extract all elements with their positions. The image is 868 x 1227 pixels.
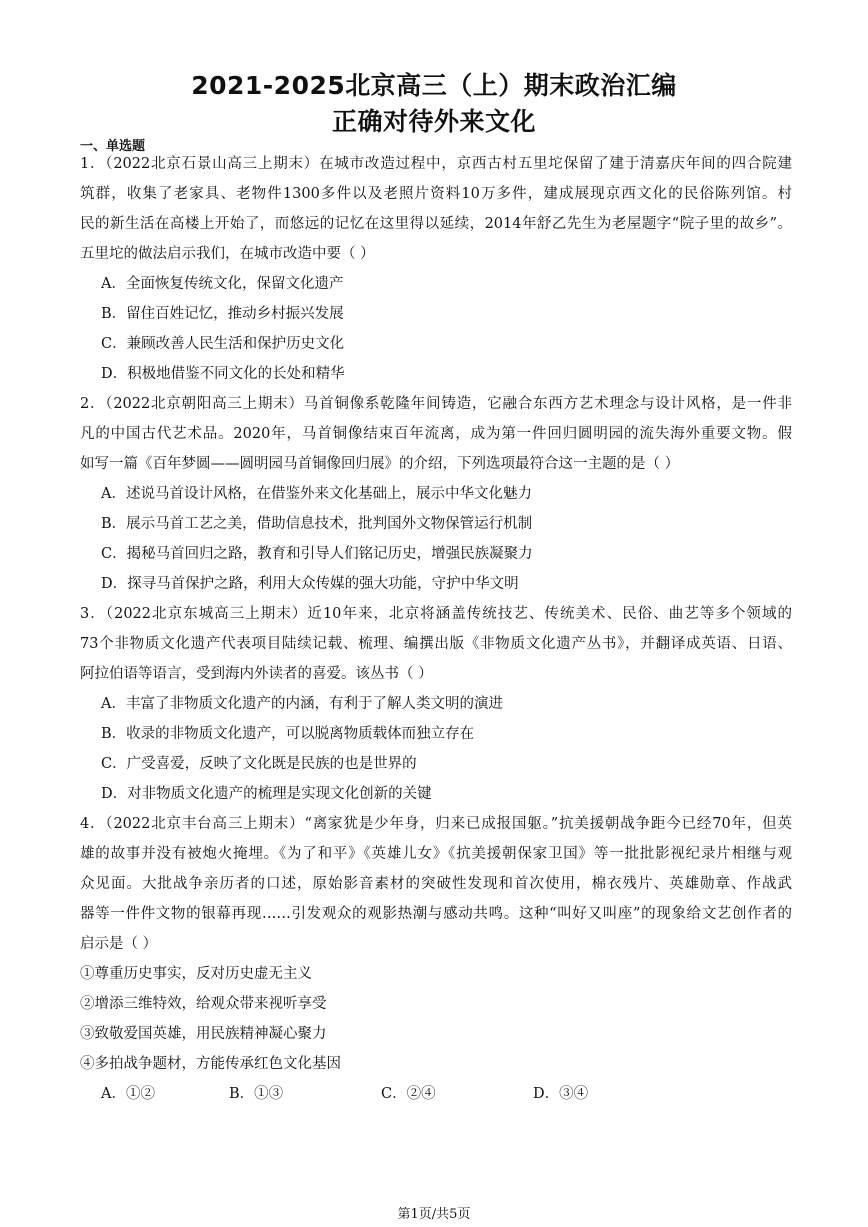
question-4-statement-2: ②增添三维特效，给观众带来视听享受 [80, 996, 327, 1012]
section-heading: 一、单选题 [80, 139, 146, 154]
question-4-option-c: C．②④ [381, 1086, 436, 1102]
question-1-option-d: D．积极地借鉴不同文化的长处和精华 [101, 366, 345, 382]
question-4-stem-line: 雄的故事并没有被炮火掩埋。《为了和平》《英雄儿女》《抗美援朝保家卫国》等一批批影视纪录片相继与观 [80, 846, 792, 862]
question-4-statement-4: ④多拍战争题材，方能传承红色文化基因 [80, 1056, 341, 1072]
question-3-option-d: D．对非物质文化遗产的梳理是实现文化创新的关键 [101, 786, 432, 802]
question-4-options [101, 1084, 791, 1106]
question-4-option-a: A．①② [101, 1086, 155, 1102]
question-4-stem-line: 众见面。大批战争亲历者的口述，原始影音素材的突破性发现和首次使用，棉衣残片、英雄勋章、作战武 [80, 876, 792, 892]
question-2-option-d: D．探寻马首保护之路，利用大众传媒的强大功能，守护中华文明 [101, 576, 519, 592]
document-subtitle: 正确对待外来文化 [331, 107, 536, 136]
question-2-stem-line: 凡的中国古代艺术品。2020年，马首铜像结束百年流离，成为第一件回归圆明园的流失海外重要文物。假 [80, 426, 792, 442]
question-1-stem-line: 民的新生活在高楼上开始了，而悠远的记忆在这里得以延续，2014年舒乙先生为老屋题字“院子里的故乡”。 [80, 216, 792, 232]
question-1-option-c: C．兼顾改善人民生活和保护历史文化 [101, 336, 345, 352]
question-4-option-b: B．①③ [229, 1086, 284, 1102]
question-3-stem-line: 73个非物质文化遗产代表项目陆续记载、梳理、编撰出版《非物质文化遗产丛书》，并翻译成英语、日语、 [80, 636, 792, 652]
question-1-option-a: A．全面恢复传统文化，保留文化遗产 [101, 276, 344, 292]
question-1-option-b: B．留住百姓记忆，推动乡村振兴发展 [101, 306, 344, 322]
question-3-option-a: A．丰富了非物质文化遗产的内涵，有利于了解人类文明的演进 [101, 696, 503, 712]
question-1-stem-line: 五里坨的做法启示我们，在城市改造中要（ ） [80, 246, 375, 262]
question-4-stem-line: 4．（2022北京丰台高三上期末）“离家犹是少年身，归来已成报国躯。”抗美援朝战争距今已经70年，但英 [80, 816, 792, 832]
question-2-option-c: C．揭秘马首回归之路，教育和引导人们铭记历史，增强民族凝聚力 [101, 546, 533, 562]
question-3-option-c: C．广受喜爱，反映了文化既是民族的也是世界的 [101, 756, 417, 772]
question-1-stem-line: 1．（2022北京石景山高三上期末）在城市改造过程中，京西古村五里坨保留了建于清嘉庆年间的四合院建 [80, 156, 792, 172]
document-title: 2021-2025北京高三（上）期末政治汇编 [191, 71, 677, 100]
question-3-stem-line: 3．（2022北京东城高三上期末）近10年来，北京将涵盖传统技艺、传统美术、民俗、曲艺等多个领域的 [80, 606, 792, 622]
question-2-stem-line: 如写一篇《百年梦圆——圆明园马首铜像回归展》的介绍，下列选项最符合这一主题的是（ ） [80, 456, 680, 472]
question-2-stem-line: 2．（2022北京朝阳高三上期末）马首铜像系乾隆年间铸造，它融合东西方艺术理念与设计风格，是一件非 [80, 396, 792, 412]
question-3-option-b: B．收录的非物质文化遗产，可以脱离物质载体而独立存在 [101, 726, 475, 742]
question-4-statement-1: ①尊重历史事实，反对历史虚无主义 [80, 966, 312, 982]
page-number: 第1页/共5页 [397, 1207, 471, 1222]
question-4-stem-line: 器等一件件文物的银幕再现……引发观众的观影热潮与感动共鸣。这种“叫好又叫座”的现象给文艺创作者的 [80, 906, 792, 922]
question-4-option-d: D．③④ [533, 1086, 589, 1102]
question-4-stem-line: 启示是（ ） [80, 936, 158, 952]
question-2-option-b: B．展示马首工艺之美，借助信息技术，批判国外文物保管运行机制 [101, 516, 533, 532]
question-3-stem-line: 阿拉伯语等语言，受到海内外读者的喜爱。该丛书（ ） [80, 666, 433, 682]
question-1-stem-line: 筑群，收集了老家具、老物件1300多件以及老照片资料10万多件，建成展现京西文化的民俗陈列馆。村 [80, 186, 792, 202]
question-2-option-a: A．述说马首设计风格，在借鉴外来文化基础上，展示中华文化魅力 [101, 486, 532, 502]
question-4-statement-3: ③致敬爱国英雄，用民族精神凝心聚力 [80, 1026, 327, 1042]
